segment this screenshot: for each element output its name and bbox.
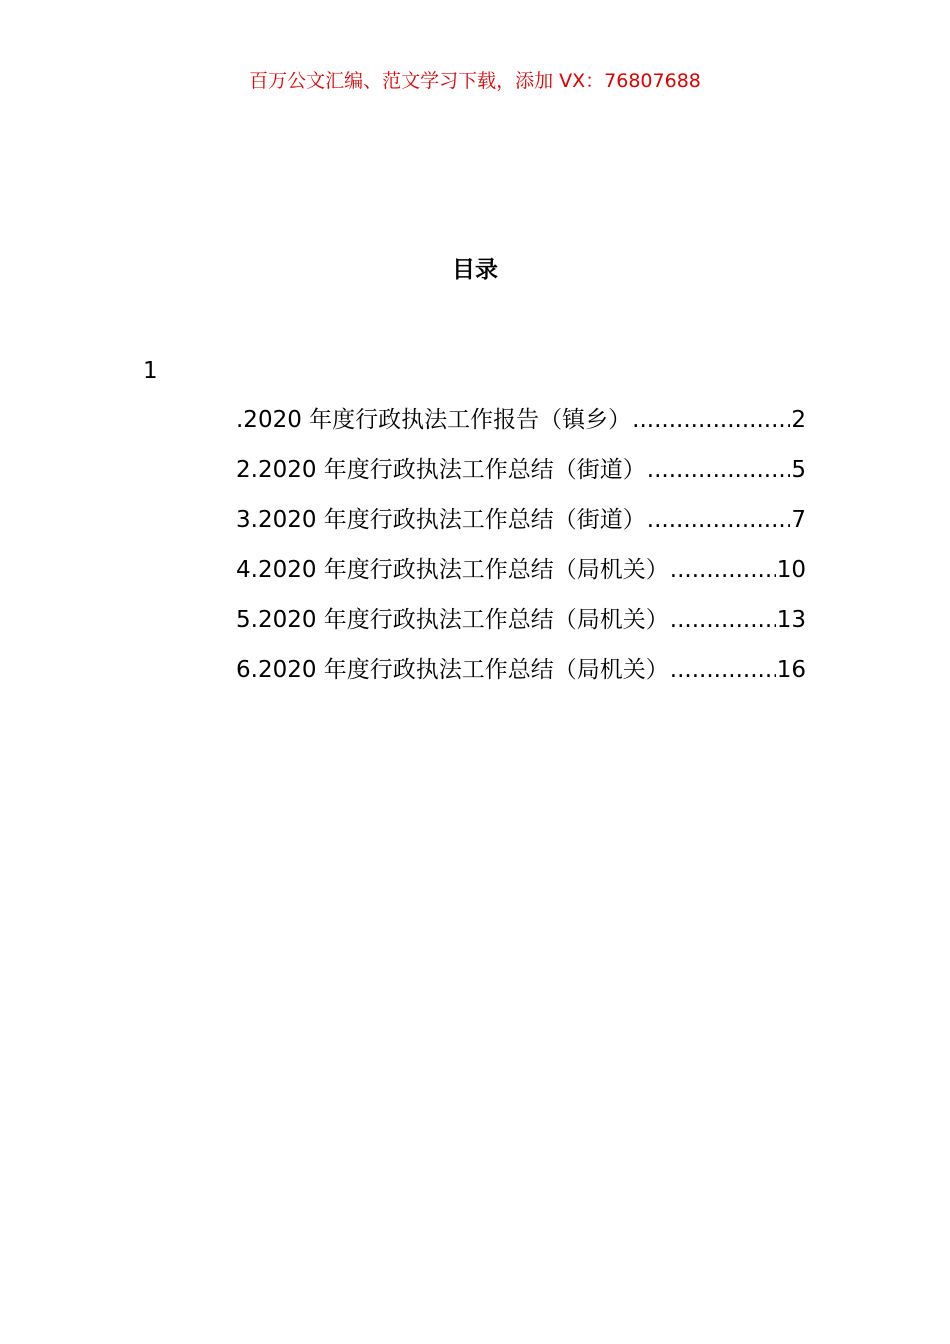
dot-leader <box>670 653 776 687</box>
toc-entry[interactable] <box>236 553 806 603</box>
toc-entry-page: 5 <box>791 457 806 483</box>
table-of-contents <box>236 403 806 703</box>
toc-entry-title: 2.2020 年度行政执法工作总结（街道） <box>236 457 646 483</box>
toc-entry-title: 3.2020 年度行政执法工作总结（街道） <box>236 507 646 533</box>
dot-leader <box>647 503 791 537</box>
toc-entry-title: .2020 年度行政执法工作报告（镇乡） <box>236 407 632 433</box>
toc-entry-title: 6.2020 年度行政执法工作总结（局机关） <box>236 657 669 683</box>
dot-leader <box>670 603 776 637</box>
toc-entry-page: 2 <box>791 407 806 433</box>
toc-entry[interactable] <box>236 603 806 653</box>
toc-entry-page: 16 <box>776 657 806 683</box>
toc-entry[interactable] <box>236 503 806 553</box>
dot-leader <box>647 453 791 487</box>
toc-title: 目录 <box>452 257 498 283</box>
toc-entry[interactable] <box>236 403 806 453</box>
toc-entry[interactable] <box>236 453 806 503</box>
toc-entry[interactable] <box>236 653 806 703</box>
toc-entry-page: 13 <box>776 607 806 633</box>
dot-leader <box>670 553 776 587</box>
toc-entry-title: 4.2020 年度行政执法工作总结（局机关） <box>236 557 669 583</box>
toc-entry-title: 5.2020 年度行政执法工作总结（局机关） <box>236 607 669 633</box>
download-notice: 百万公文汇编、范文学习下载，添加 VX：76807688 <box>249 70 701 92</box>
toc-entry-page: 10 <box>776 557 806 583</box>
dot-leader <box>632 403 790 437</box>
toc-leading-number: 1 <box>143 358 158 384</box>
toc-entry-page: 7 <box>791 507 806 533</box>
